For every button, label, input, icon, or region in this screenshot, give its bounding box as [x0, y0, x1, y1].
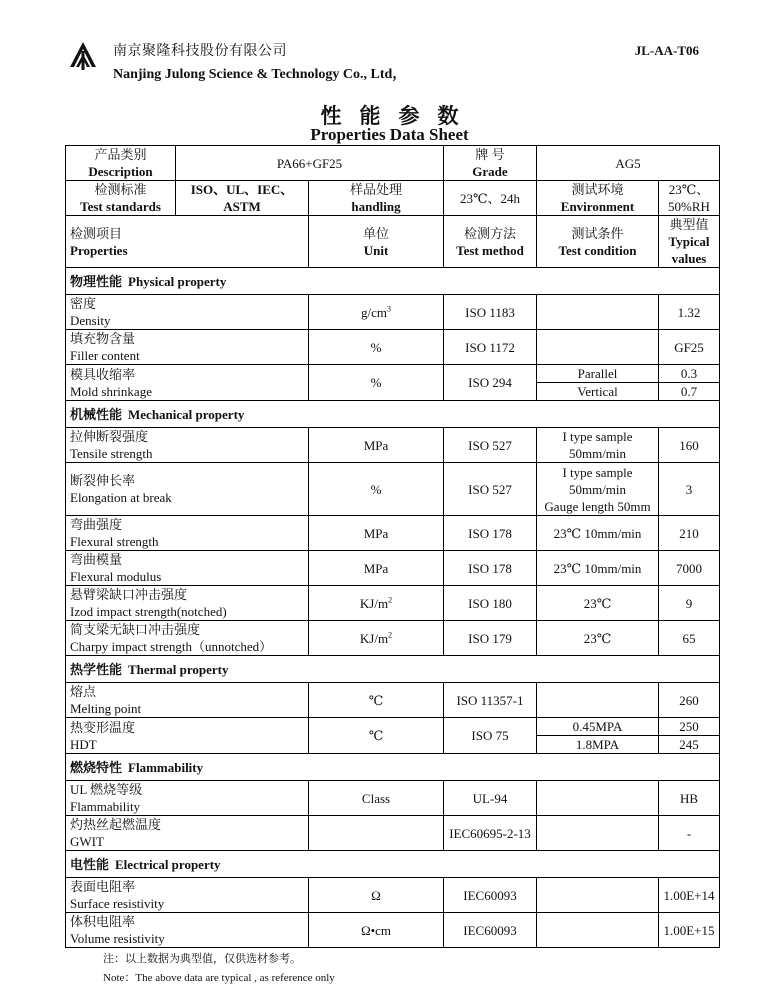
handling-label: 样品处理 handling	[309, 181, 444, 216]
description-label: 产品类别 Description	[66, 146, 176, 181]
info-row-standards	[66, 181, 720, 216]
column-header-row	[66, 216, 720, 268]
row-tensile: 拉伸断裂强度 Tensile strength MPa ISO 527 I type sample 50mm/min 160	[66, 428, 720, 463]
row-surface-resistivity: 表面电阻率 Surface resistivity Ω IEC60093 1.00E+14	[66, 878, 720, 913]
row-hdt: 热变形温度 HDT ℃ ISO 75 0.45MPA 250	[66, 718, 720, 736]
col-unit: 单位 Unit	[309, 216, 444, 268]
section-mechanical: 机械性能 Mechanical property	[66, 401, 720, 428]
row-izod: 悬臂梁缺口冲击强度 Izod impact strength(notched) $KJ/m^2$ ISO 180 23℃ 9	[66, 586, 720, 621]
col-condition: 测试条件 Test condition	[537, 216, 659, 268]
note-en: Note：The above data are typical , as reference only	[103, 972, 335, 984]
page-title-en: Properties Data Sheet	[310, 125, 469, 144]
col-method: 检测方法 Test method	[444, 216, 537, 268]
description-value: PA66+GF25	[176, 146, 444, 181]
row-charpy: 简支梁无缺口冲击强度 Charpy impact strength（unnotched） $KJ/m^2$ ISO 179 23℃ 65	[66, 621, 720, 656]
section-physical: 物理性能 Physical property	[66, 268, 720, 295]
company-name-cn: 南京聚隆科技股份有限公司	[113, 44, 287, 59]
section-flammability: 燃烧特性 Flammability	[66, 754, 720, 781]
environment-label: 测试环境 Environment	[537, 181, 659, 216]
row-elongation: 断裂伸长率 Elongation at break % ISO 527 I type sample 50mm/min Gauge length 50mm 3	[66, 463, 720, 516]
row-ul: UL 燃烧等级 Flammability Class UL-94 HB	[66, 781, 720, 816]
standards-value: ISO、UL、IEC、 ASTM	[176, 181, 309, 216]
col-properties: 检测项目 Properties	[66, 216, 309, 268]
row-melting: 熔点 Melting point ℃ ISO 11357-1 260	[66, 683, 720, 718]
row-volume-resistivity: 体积电阻率 Volume resistivity Ω•cm IEC60093 1.00E+15	[66, 913, 720, 948]
company-logo-icon	[68, 41, 98, 71]
environment-value: 23℃、50%RH	[659, 181, 720, 216]
section-electrical: 电性能 Electrical property	[66, 851, 720, 878]
info-row-description	[66, 146, 720, 181]
row-flex-modulus: 弯曲模量 Flexural modulus MPa ISO 178 23℃ 10mm/min 7000	[66, 551, 720, 586]
row-gwit: 灼热丝起燃温度 GWIT IEC60695-2-13 -	[66, 816, 720, 851]
section-thermal: 热学性能 Thermal property	[66, 656, 720, 683]
row-hdt-18: 1.8MPA 245	[66, 736, 720, 754]
handling-value: 23℃、24h	[444, 181, 537, 216]
row-filler: 填充物含量 Filler content % ISO 1172 GF25	[66, 330, 720, 365]
grade-value: AG5	[537, 146, 720, 181]
document-code: JL-AA-T06	[634, 43, 699, 58]
standards-label: 检测标准 Test standards	[66, 181, 176, 216]
note-cn: 注：以上数据为典型值，仅供选材参考。	[103, 953, 301, 965]
col-typical: 典型值 Typical values	[659, 216, 720, 268]
row-shrinkage: 模具收缩率 Mold shrinkage % ISO 294 Parallel 0.3	[66, 365, 720, 383]
grade-label: 牌 号 Grade	[444, 146, 537, 181]
row-density: 密度 Density $g/cm^3$ ISO 1183 1.32	[66, 295, 720, 330]
page-title-cn: 性能参数	[320, 104, 477, 128]
properties-table	[65, 145, 720, 948]
footnotes	[103, 950, 335, 988]
density-unit: $g/cm^3$	[309, 295, 444, 330]
company-name-en: Nanjing Julong Science & Technology Co., Ltd，	[113, 67, 407, 82]
row-flex-strength: 弯曲强度 Flexural strength MPa ISO 178 23℃ 10mm/min 210	[66, 516, 720, 551]
row-shrinkage-vertical: Vertical 0.7	[66, 383, 720, 401]
